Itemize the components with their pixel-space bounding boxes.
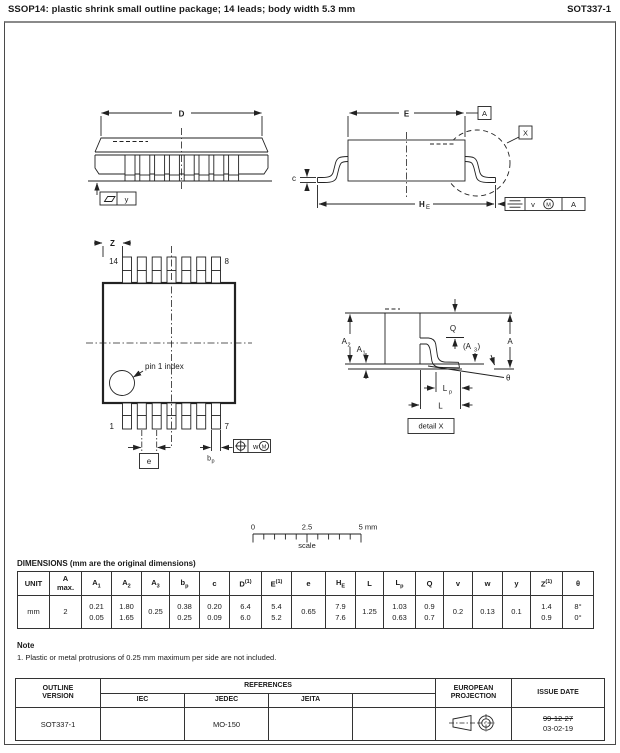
col-e-cap-value: 5.4 5.2 [262, 596, 292, 629]
col-amax-value: 2 [50, 596, 82, 629]
col-d-header: $D^{(1)}$ [230, 572, 262, 596]
col-q-header: Q [416, 572, 444, 596]
col-unit-value: mm [18, 596, 50, 629]
top-view [86, 239, 271, 469]
pitch-e-box [140, 454, 159, 469]
col-w-header: w [473, 572, 503, 596]
mmc-symbol: M [546, 202, 551, 209]
col-c-header: c [200, 572, 230, 596]
dims-header-row [18, 572, 594, 596]
dim-label-A2-sub: 2 [347, 342, 351, 349]
pin-1-index-mark [110, 371, 135, 396]
col-amax-header: A max. [50, 572, 82, 596]
dimensions-title: DIMENSIONS (mm are the original dimensions) [17, 559, 196, 568]
detail-x-title-box [408, 419, 454, 434]
col-q-value: 0.9 0.7 [416, 596, 444, 629]
datum-a-box [478, 107, 491, 120]
position-tolerance-frame [234, 440, 271, 453]
ref4-header [353, 694, 436, 708]
col-he-value: 7.9 7.6 [326, 596, 356, 629]
jeita-header: JEITA [269, 694, 353, 708]
symmetry-tolerance-frame [505, 198, 585, 211]
col-lp-header: $L_p$ [384, 572, 416, 596]
detail-x-ref-label: X [522, 128, 529, 138]
scale-bar [251, 523, 377, 551]
page-title: SSOP14: plastic shrink small outline package; 14 leads; body width 5.3 mm [8, 4, 356, 15]
dim-label-A1-base: A [356, 345, 362, 354]
col-a2-header: $A_2$ [112, 572, 142, 596]
dim-label-A3-close: ) [477, 342, 481, 351]
scale-tick-0: 0 [250, 522, 256, 532]
dim-label-Lp-base: L [442, 384, 448, 393]
tolerance-y-label: y [124, 194, 129, 204]
pin-1-label: 1 [109, 422, 114, 431]
dim-label-bp-base: b [207, 455, 211, 463]
mmc-symbol: M [261, 444, 267, 451]
col-bp-header: $b_p$ [170, 572, 200, 596]
col-v-header: v [444, 572, 473, 596]
datum-ref-a-label: A [570, 199, 577, 209]
pin-7-label: 7 [224, 422, 229, 431]
projection-symbol-cell [436, 708, 512, 741]
dimensions-table [17, 571, 594, 629]
issue-date-new: 03-02-19 [542, 724, 574, 733]
cross-section-view [292, 107, 585, 212]
issue-date-header: ISSUE DATE [512, 679, 605, 708]
iec-value [101, 708, 185, 741]
tolerance-w-label: w [253, 441, 259, 451]
col-a3-value: 0.25 [142, 596, 170, 629]
pin-8-label: 8 [224, 257, 229, 266]
package-code: SOT337-1 [567, 4, 611, 15]
flatness-tolerance-frame [100, 192, 136, 205]
issue-date-value [512, 708, 605, 741]
european-projection-header: EUROPEAN PROJECTION [436, 679, 512, 708]
note-heading: Note [17, 641, 35, 650]
dim-label-A: A [507, 337, 513, 346]
col-y-value: 0.1 [503, 596, 531, 629]
footer-header-row-1 [16, 679, 605, 694]
ref4-value [353, 708, 436, 741]
footer-reference-table [15, 678, 605, 741]
col-a1-value: 0.21 0.05 [82, 596, 112, 629]
col-a2-value: 1.80 1.65 [112, 596, 142, 629]
dim-label-A1-sub: 1 [362, 350, 366, 357]
col-l-value: 1.25 [356, 596, 384, 629]
jeita-value [269, 708, 353, 741]
datum-a-label: A [481, 109, 488, 118]
outline-version-header: OUTLINE VERSION [16, 679, 101, 708]
references-header: REFERENCES [101, 679, 436, 694]
col-l-header: L [356, 572, 384, 596]
col-y-header: y [503, 572, 531, 596]
col-lp-value: 1.03 0.63 [384, 596, 416, 629]
scale-caption: scale [298, 541, 316, 550]
dim-label-Q: Q [449, 324, 457, 333]
col-theta-value: 8° 0° [563, 596, 594, 629]
detail-x-title: detail X [418, 421, 444, 431]
issue-date-old: 99-12-27 [542, 713, 574, 723]
tolerance-v-label: v [531, 199, 535, 209]
detail-x-callout-box [507, 126, 532, 143]
col-z-header: $Z^{(1)}$ [531, 572, 563, 596]
col-d-value: 6.4 6.0 [230, 596, 262, 629]
col-e-cap-header: $E^{(1)}$ [262, 572, 292, 596]
dim-label-HE-sub: E [426, 205, 431, 211]
dim-label-L: L [438, 401, 443, 411]
dim-label-E: E [403, 109, 410, 119]
col-e-value: 0.65 [292, 596, 326, 629]
dim-label-e: e [146, 457, 152, 466]
footer-data-row [16, 708, 605, 741]
col-e-header: e [292, 572, 326, 596]
col-he-header: $H_E$ [326, 572, 356, 596]
dim-label-A3-open: (A [463, 342, 471, 351]
col-a3-header: $A_3$ [142, 572, 170, 596]
dim-label-D: D [178, 109, 185, 119]
scale-tick-5mm: 5 mm [358, 522, 378, 532]
dim-label-c: c [292, 174, 296, 183]
dim-label-Lp-sub: p [449, 389, 453, 396]
scale-tick-2-5: 2.5 [301, 522, 313, 532]
detail-x-view [342, 299, 514, 434]
jedec-header: JEDEC [185, 694, 269, 708]
col-bp-value: 0.38 0.25 [170, 596, 200, 629]
iec-header: IEC [101, 694, 185, 708]
jedec-value: MO-150 [185, 708, 269, 741]
col-unit-header: UNIT [18, 572, 50, 596]
front-side-view [88, 110, 272, 206]
col-z-value: 1.4 0.9 [531, 596, 563, 629]
col-v-value: 0.2 [444, 596, 473, 629]
dim-label-A3-sub: 3 [474, 347, 478, 354]
dim-label-A2-base: A [341, 337, 347, 346]
col-w-value: 0.13 [473, 596, 503, 629]
pin-1-index-label: pin 1 index [145, 362, 184, 371]
dim-label-HE-base: H [419, 200, 425, 209]
col-a1-header: $A_1$ [82, 572, 112, 596]
note-item-1: 1. Plastic or metal protrusions of 0.25 mm maximum per side are not included. [17, 653, 277, 662]
pin-14-label: 14 [109, 257, 118, 266]
col-c-value: 0.20 0.09 [200, 596, 230, 629]
dim-label-bp-sub: p [211, 458, 215, 465]
dim-label-Z: Z [110, 239, 115, 248]
dim-label-theta: θ [506, 373, 511, 383]
first-angle-projection-icon [448, 711, 500, 735]
outline-version-value: SOT337-1 [16, 708, 101, 741]
dims-value-row [18, 596, 594, 629]
col-theta-header: θ [563, 572, 594, 596]
